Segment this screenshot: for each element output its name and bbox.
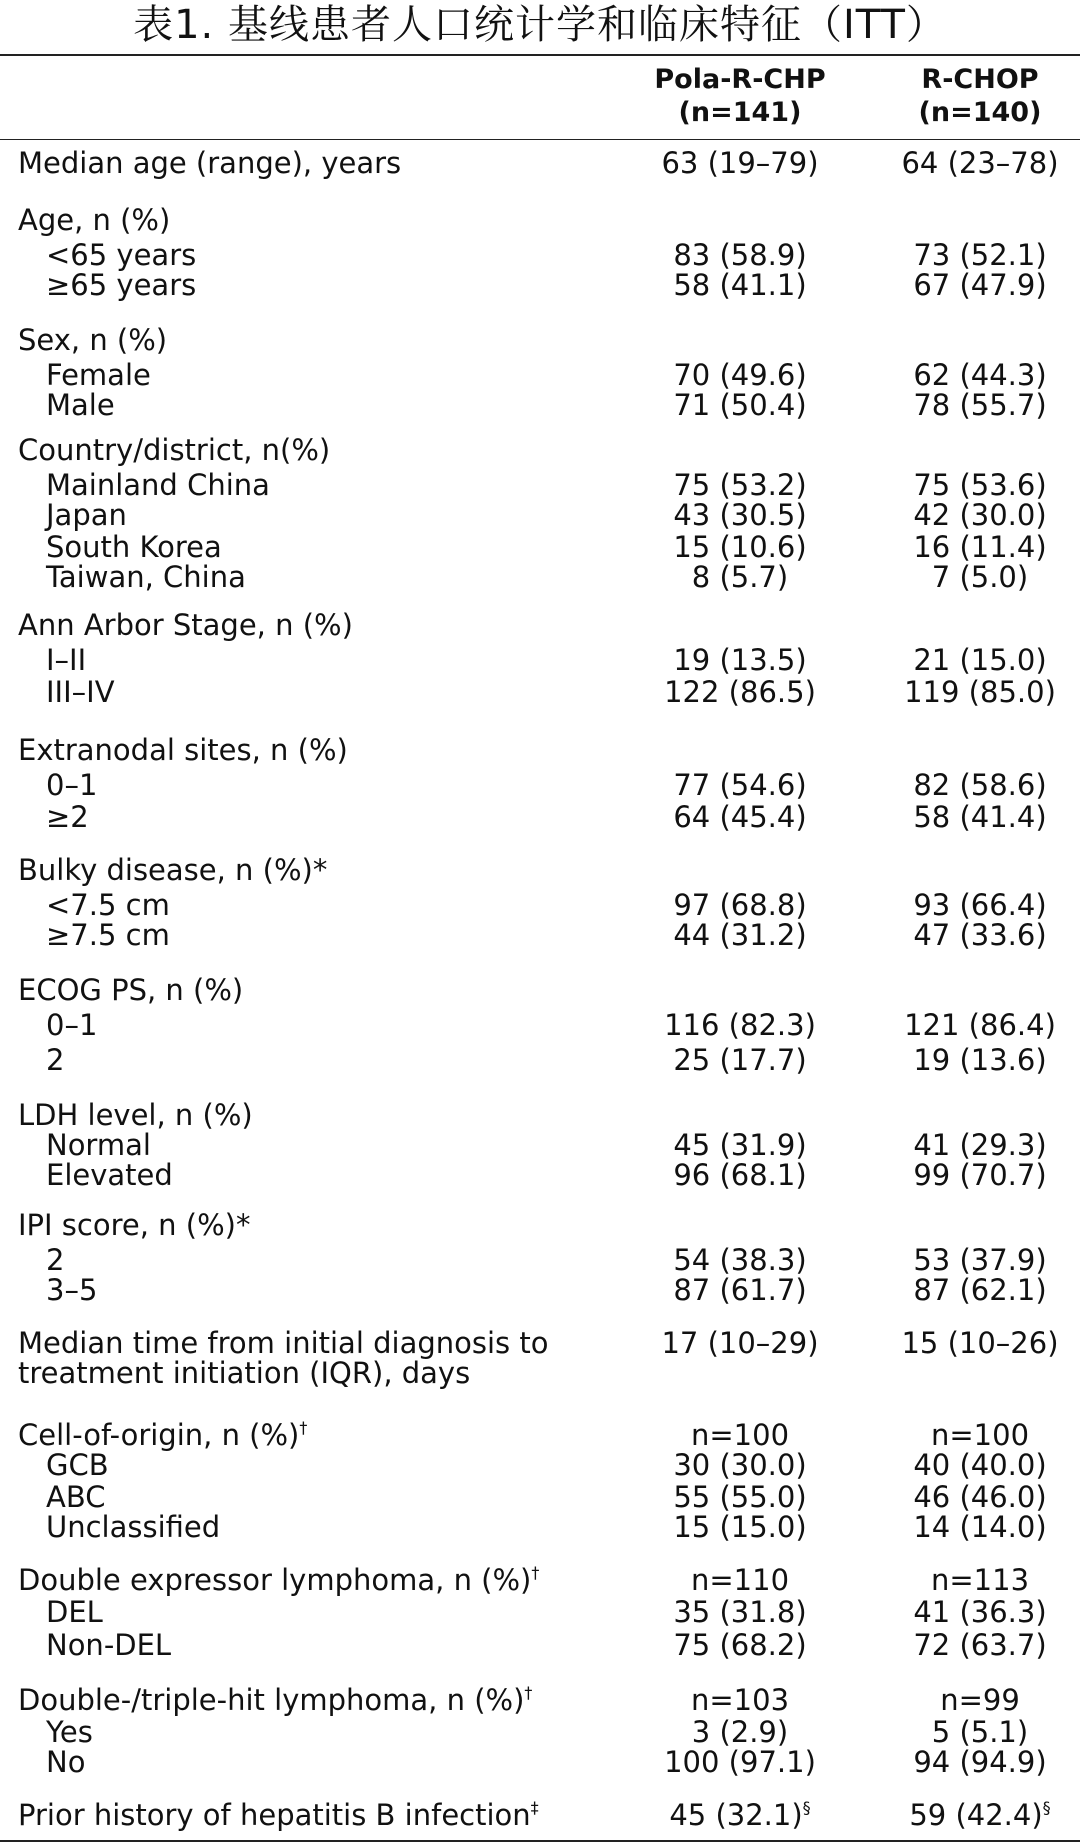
footnote-marker: †	[299, 1418, 308, 1437]
row-sublabel	[46, 1717, 93, 1747]
cell-r-chop	[880, 802, 1080, 832]
cell-value: 75 (53.2)	[673, 468, 807, 502]
row-label-text: 3–5	[46, 1273, 98, 1307]
row-label-text: Sex, n (%)	[18, 323, 168, 357]
row-label-text: GCB	[46, 1448, 109, 1482]
row-label-text: ECOG PS, n (%)	[18, 973, 244, 1007]
cell-value: 45 (31.9)	[673, 1128, 807, 1162]
row-sublabel	[46, 360, 151, 390]
top-rule	[0, 54, 1080, 56]
cell-r-chop	[880, 677, 1080, 707]
cell-r-chop	[880, 1482, 1080, 1512]
row-label-text: Yes	[46, 1715, 93, 1749]
cell-r-chop	[880, 1275, 1080, 1305]
cell-value: 75 (53.6)	[913, 468, 1047, 502]
row-label-text: LDH level, n (%)	[18, 1098, 253, 1132]
cell-value: 16 (11.4)	[913, 530, 1047, 564]
cell-value: 15 (10–26)	[901, 1326, 1059, 1360]
cell-r-chop	[880, 920, 1080, 950]
row-label-text: Taiwan, China	[46, 560, 246, 594]
cell-value: 58 (41.4)	[913, 800, 1047, 834]
cell-pola-r-chp	[640, 1717, 840, 1747]
cell-value: 93 (66.4)	[913, 888, 1047, 922]
row-sublabel	[46, 1450, 109, 1480]
cell-pola-r-chp	[640, 1597, 840, 1627]
cell-pola-r-chp	[640, 240, 840, 270]
row-sublabel	[46, 1630, 171, 1660]
cell-r-chop	[880, 1010, 1080, 1040]
row-label	[18, 1800, 539, 1830]
row-sublabel	[46, 1130, 151, 1160]
row-label-text: Mainland China	[46, 468, 270, 502]
cell-pola-r-chp	[640, 500, 840, 530]
cell-value: 62 (44.3)	[913, 358, 1047, 392]
row-label-text: Age, n (%)	[18, 203, 171, 237]
header-rule	[0, 139, 1080, 140]
row-label-text: 2	[46, 1243, 65, 1277]
row-label	[18, 1685, 532, 1715]
cell-pola-r-chp	[640, 1512, 840, 1542]
cell-value: 87 (62.1)	[913, 1273, 1047, 1307]
footnote-marker: †	[531, 1563, 540, 1582]
row-label-text: 0–1	[46, 768, 98, 802]
cell-value: 15 (10.6)	[673, 530, 807, 564]
row-label-text: South Korea	[46, 530, 222, 564]
cell-pola-r-chp	[640, 390, 840, 420]
footnote-marker: †	[524, 1683, 533, 1702]
row-label	[18, 1210, 250, 1240]
row-sublabel	[46, 920, 170, 950]
cell-value: 35 (31.8)	[673, 1595, 807, 1629]
footnote-marker: §	[802, 1798, 811, 1817]
cell-pola-r-chp	[640, 1160, 840, 1190]
cell-pola-r-chp	[640, 1420, 840, 1450]
cell-value: 19 (13.6)	[913, 1043, 1047, 1077]
cell-value: 77 (54.6)	[673, 768, 807, 802]
row-label-text: Female	[46, 358, 151, 392]
cell-value: 70 (49.6)	[673, 358, 807, 392]
row-label-text: Median age (range), years	[18, 146, 402, 180]
row-label-text: IPI score, n (%)*	[18, 1208, 251, 1242]
row-label	[18, 975, 243, 1005]
cell-value: 67 (47.9)	[913, 268, 1047, 302]
cell-value: n=113	[930, 1563, 1030, 1597]
cell-pola-r-chp	[640, 770, 840, 800]
cell-r-chop	[880, 770, 1080, 800]
cell-value: 43 (30.5)	[673, 498, 807, 532]
row-label	[18, 205, 170, 235]
cell-r-chop	[880, 1450, 1080, 1480]
cell-value: 119 (85.0)	[904, 675, 1056, 709]
row-label-text: ≥7.5 cm	[46, 918, 170, 952]
row-sublabel	[46, 1747, 85, 1777]
cell-r-chop	[880, 1747, 1080, 1777]
cell-value: 72 (63.7)	[913, 1628, 1047, 1662]
cell-r-chop	[880, 470, 1080, 500]
row-sublabel	[46, 470, 270, 500]
row-label-text: <7.5 cm	[46, 888, 170, 922]
cell-value: 71 (50.4)	[673, 388, 807, 422]
cell-r-chop	[880, 562, 1080, 592]
cell-value: 41 (36.3)	[913, 1595, 1047, 1629]
cell-pola-r-chp	[640, 1450, 840, 1480]
cell-r-chop	[880, 645, 1080, 675]
row-label-text: Extranodal sites, n (%)	[18, 733, 348, 767]
bottom-rule	[0, 1840, 1080, 1842]
row-sublabel	[46, 1245, 64, 1275]
cell-r-chop	[880, 1597, 1080, 1627]
cell-pola-r-chp	[640, 1245, 840, 1275]
row-sublabel	[46, 1597, 103, 1627]
cell-value: n=100	[690, 1418, 790, 1452]
cell-value: 54 (38.3)	[673, 1243, 807, 1277]
cell-r-chop	[880, 532, 1080, 562]
cell-r-chop	[880, 1130, 1080, 1160]
row-label	[18, 435, 330, 465]
cell-pola-r-chp	[640, 562, 840, 592]
row-label-text: 0–1	[46, 1008, 98, 1042]
row-label-text: Ann Arbor Stage, n (%)	[18, 608, 353, 642]
cell-pola-r-chp	[640, 1800, 840, 1830]
cell-value: 3 (2.9)	[691, 1715, 789, 1749]
row-label-text: Double-/triple-hit lymphoma, n (%)	[18, 1683, 525, 1717]
row-sublabel	[46, 1275, 97, 1305]
row-sublabel	[46, 1010, 97, 1040]
cell-value: 75 (68.2)	[673, 1628, 807, 1662]
row-label	[18, 325, 167, 355]
cell-value: 87 (61.7)	[673, 1273, 807, 1307]
row-label	[18, 1565, 539, 1595]
cell-pola-r-chp	[640, 1045, 840, 1075]
cell-r-chop	[880, 1328, 1080, 1358]
row-sublabel	[46, 500, 127, 530]
cell-value: 41 (29.3)	[913, 1128, 1047, 1162]
footnote-marker: §	[1042, 1798, 1051, 1817]
cell-r-chop	[880, 890, 1080, 920]
cell-value: 78 (55.7)	[913, 388, 1047, 422]
row-label-text: Non-DEL	[46, 1628, 172, 1662]
row-sublabel	[46, 645, 86, 675]
cell-value: 73 (52.1)	[913, 238, 1047, 272]
table-title: 表1. 基线患者人口统计学和临床特征（ITT）	[133, 2, 947, 48]
column-header-rchop	[880, 63, 1080, 129]
cell-pola-r-chp	[640, 645, 840, 675]
cell-r-chop	[880, 1685, 1080, 1715]
cell-r-chop	[880, 240, 1080, 270]
row-label-text: Double expressor lymphoma, n (%)	[18, 1563, 532, 1597]
cell-value: 15 (15.0)	[673, 1510, 807, 1544]
cell-value: 122 (86.5)	[664, 675, 816, 709]
cell-value: 21 (15.0)	[913, 643, 1047, 677]
cell-value: 99 (70.7)	[913, 1158, 1047, 1192]
cell-r-chop	[880, 270, 1080, 300]
cell-pola-r-chp	[640, 1685, 840, 1715]
cell-value: 19 (13.5)	[673, 643, 807, 677]
row-label-text: Cell-of-origin, n (%)	[18, 1418, 300, 1452]
column-header-pola-name: Pola-R-CHP	[654, 64, 826, 95]
cell-pola-r-chp	[640, 890, 840, 920]
cell-r-chop	[880, 390, 1080, 420]
cell-pola-r-chp	[640, 1275, 840, 1305]
row-label-text: Bulky disease, n (%)*	[18, 853, 328, 887]
column-header-rchop-name: R-CHOP	[921, 64, 1039, 95]
row-label-text: Elevated	[46, 1158, 173, 1192]
cell-value: 83 (58.9)	[673, 238, 807, 272]
cell-value: 44 (31.2)	[673, 918, 807, 952]
cell-pola-r-chp	[640, 270, 840, 300]
row-label-text: No	[46, 1745, 86, 1779]
cell-value: 100 (97.1)	[664, 1745, 816, 1779]
cell-r-chop	[880, 1045, 1080, 1075]
cell-value: 46 (46.0)	[913, 1480, 1047, 1514]
cell-r-chop	[880, 1512, 1080, 1542]
row-label-text: ≥65 years	[46, 268, 197, 302]
row-label-text: Median time from initial diagnosis to	[18, 1326, 549, 1360]
row-sublabel	[46, 1045, 64, 1075]
row-sublabel	[46, 240, 196, 270]
row-label-text: <65 years	[46, 238, 197, 272]
cell-pola-r-chp	[640, 1328, 840, 1358]
row-label-text: DEL	[46, 1595, 103, 1629]
row-label	[18, 735, 348, 765]
column-header-pola	[640, 63, 840, 129]
cell-pola-r-chp	[640, 360, 840, 390]
row-label	[18, 148, 401, 178]
row-label	[18, 610, 353, 640]
row-label	[18, 1420, 307, 1450]
cell-pola-r-chp	[640, 677, 840, 707]
cell-value: 63 (19–79)	[661, 146, 819, 180]
cell-r-chop	[880, 148, 1080, 178]
row-label	[18, 855, 327, 885]
cell-r-chop	[880, 1717, 1080, 1747]
cell-value: 94 (94.9)	[913, 1745, 1047, 1779]
column-header-rchop-n: (n=140)	[918, 97, 1042, 128]
cell-value: 97 (68.8)	[673, 888, 807, 922]
cell-value: 30 (30.0)	[673, 1448, 807, 1482]
row-sublabel	[46, 1512, 220, 1542]
row-label-text: Japan	[46, 498, 127, 532]
row-label-text: ≥2	[46, 800, 89, 834]
cell-r-chop	[880, 1800, 1080, 1830]
row-label-text: Unclassified	[46, 1510, 221, 1544]
cell-value: 121 (86.4)	[904, 1008, 1056, 1042]
row-label-text: Country/district, n(%)	[18, 433, 331, 467]
cell-r-chop	[880, 1630, 1080, 1660]
cell-r-chop	[880, 1420, 1080, 1450]
row-sublabel	[46, 1482, 105, 1512]
row-label-text: 2	[46, 1043, 65, 1077]
row-sublabel	[46, 532, 222, 562]
cell-value: 64 (23–78)	[901, 146, 1059, 180]
cell-value: 58 (41.1)	[673, 268, 807, 302]
cell-pola-r-chp	[640, 920, 840, 950]
cell-value: 47 (33.6)	[913, 918, 1047, 952]
row-sublabel	[46, 802, 89, 832]
cell-pola-r-chp	[640, 470, 840, 500]
row-sublabel	[46, 270, 196, 300]
cell-value: 116 (82.3)	[664, 1008, 816, 1042]
row-label-text: I–II	[46, 643, 87, 677]
cell-pola-r-chp	[640, 1565, 840, 1595]
cell-value: 8 (5.7)	[691, 560, 789, 594]
row-sublabel	[46, 890, 170, 920]
row-label	[18, 1100, 253, 1130]
row-label-text: III–IV	[46, 675, 115, 709]
cell-value: 14 (14.0)	[913, 1510, 1047, 1544]
row-label	[18, 1328, 548, 1358]
cell-r-chop	[880, 500, 1080, 530]
row-label	[18, 1358, 470, 1388]
cell-r-chop	[880, 1160, 1080, 1190]
cell-pola-r-chp	[640, 802, 840, 832]
cell-value: 82 (58.6)	[913, 768, 1047, 802]
cell-value: 45 (32.1)	[669, 1798, 803, 1832]
row-label-text: ABC	[46, 1480, 106, 1514]
cell-value: n=99	[940, 1683, 1020, 1717]
row-sublabel	[46, 390, 115, 420]
cell-pola-r-chp	[640, 1630, 840, 1660]
cell-value: 53 (37.9)	[913, 1243, 1047, 1277]
row-sublabel	[46, 1160, 173, 1190]
cell-value: 64 (45.4)	[673, 800, 807, 834]
row-label-text: Prior history of hepatitis B infection	[18, 1798, 531, 1832]
cell-value: 42 (30.0)	[913, 498, 1047, 532]
row-label-text: Normal	[46, 1128, 151, 1162]
cell-value: 40 (40.0)	[913, 1448, 1047, 1482]
cell-value: 55 (55.0)	[673, 1480, 807, 1514]
row-sublabel	[46, 770, 97, 800]
footnote-marker: ‡	[530, 1798, 539, 1817]
cell-r-chop	[880, 1245, 1080, 1275]
cell-pola-r-chp	[640, 1010, 840, 1040]
row-sublabel	[46, 677, 115, 707]
cell-value: n=103	[690, 1683, 790, 1717]
cell-value: 17 (10–29)	[661, 1326, 819, 1360]
cell-pola-r-chp	[640, 148, 840, 178]
cell-pola-r-chp	[640, 1747, 840, 1777]
column-header-pola-n: (n=141)	[678, 97, 802, 128]
cell-value: 25 (17.7)	[673, 1043, 807, 1077]
cell-value: n=100	[930, 1418, 1030, 1452]
row-label-text: Male	[46, 388, 115, 422]
cell-pola-r-chp	[640, 532, 840, 562]
row-label-text: treatment initiation (IQR), days	[18, 1356, 471, 1390]
row-sublabel	[46, 562, 246, 592]
cell-value: 7 (5.0)	[931, 560, 1029, 594]
cell-r-chop	[880, 1565, 1080, 1595]
cell-value: n=110	[690, 1563, 790, 1597]
cell-pola-r-chp	[640, 1482, 840, 1512]
cell-pola-r-chp	[640, 1130, 840, 1160]
cell-r-chop	[880, 360, 1080, 390]
cell-value: 96 (68.1)	[673, 1158, 807, 1192]
cell-value: 5 (5.1)	[931, 1715, 1029, 1749]
cell-value: 59 (42.4)	[909, 1798, 1043, 1832]
